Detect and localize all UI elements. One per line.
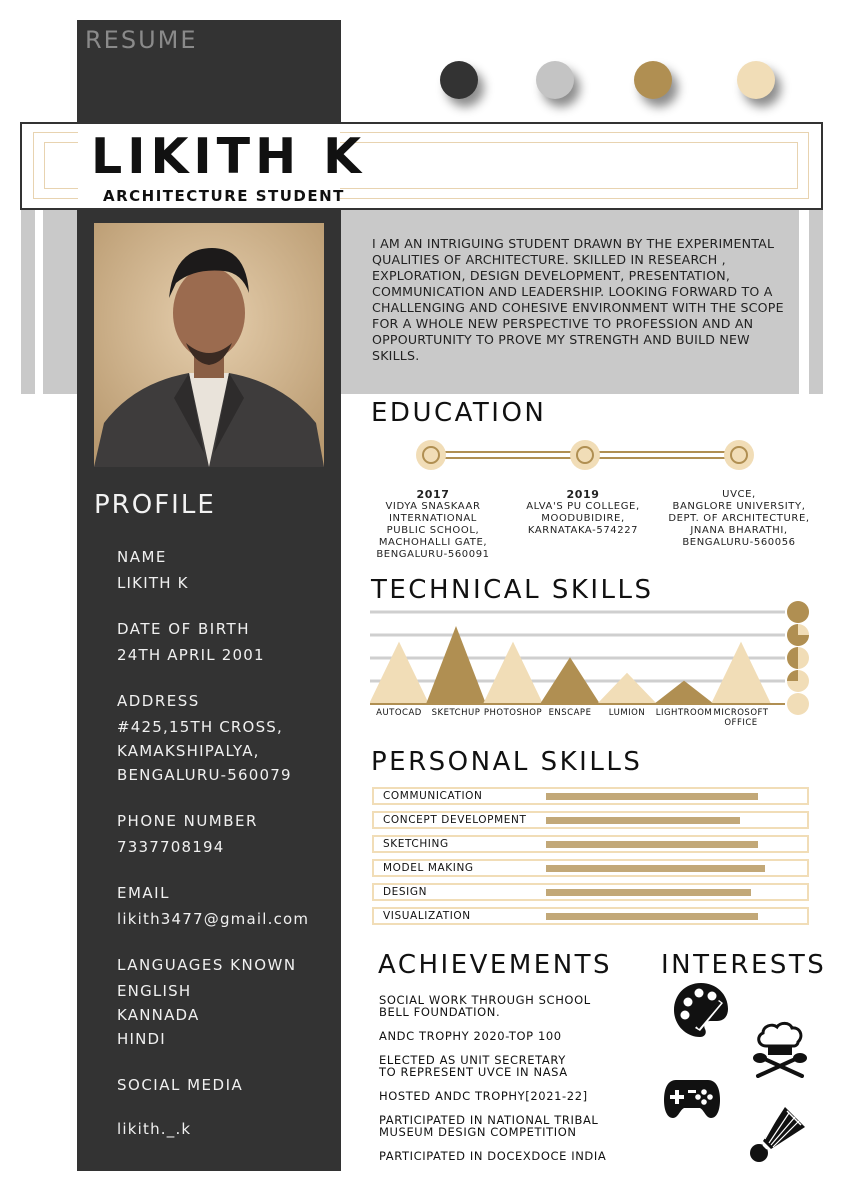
- skill-level-marker: [787, 670, 809, 692]
- swatch-dark: [440, 61, 478, 99]
- languages-label: LANGUAGES KNOWN: [117, 956, 297, 974]
- education-year: 2017: [416, 488, 450, 501]
- personal-skill-label: SKETCHING: [383, 838, 449, 850]
- personal-skill-label: DESIGN: [383, 886, 428, 898]
- interests-title: INTERESTS: [661, 950, 827, 980]
- personal-skill-track: [546, 889, 774, 896]
- personal-skill-bar: [546, 889, 751, 896]
- skill-peak: [426, 626, 486, 704]
- personal-skills-title: PERSONAL SKILLS: [371, 747, 643, 777]
- swatch-grey: [536, 61, 574, 99]
- email-value: likith3477@gmail.com: [117, 910, 310, 928]
- personal-skill-track: [546, 865, 774, 872]
- personal-skill-bar: [546, 865, 765, 872]
- chef-hat-icon: [750, 1018, 810, 1078]
- language-item: KANNADA: [117, 1006, 200, 1024]
- language-item: ENGLISH: [117, 982, 192, 1000]
- skill-level-marker: [787, 624, 809, 646]
- achievement-item: [379, 1150, 639, 1162]
- education-year: 2019: [566, 488, 600, 501]
- achievement-item: [379, 1054, 639, 1078]
- achievement-item: [379, 1114, 639, 1138]
- personal-skill-row: [372, 811, 809, 829]
- skill-label: PHOTOSHOP: [483, 708, 543, 718]
- skill-peak: [711, 642, 771, 704]
- swatch-cream: [737, 61, 775, 99]
- achievement-item: [379, 1090, 639, 1102]
- education-line: BENGALURU-560091: [376, 549, 490, 560]
- achievement-line: MUSEUM DESIGN COMPETITION: [379, 1125, 577, 1139]
- personal-skill-row: [372, 787, 809, 805]
- achievement-line: PARTICIPATED IN NATIONAL TRIBAL: [379, 1113, 599, 1127]
- achievements-title: ACHIEVEMENTS: [378, 950, 613, 980]
- achievement-item: [379, 1030, 639, 1042]
- education-line: MOODUBIDIRE,: [541, 513, 625, 524]
- personal-skill-track: [546, 841, 774, 848]
- achievement-line: ELECTED AS UNIT SECRETARY: [379, 1053, 566, 1067]
- education-line: BENGALURU-560056: [682, 537, 796, 548]
- personal-skill-bar: [546, 817, 740, 824]
- skill-level-marker: [787, 647, 809, 669]
- right-accent-bar: [809, 208, 823, 394]
- technical-skills-chart: [370, 598, 785, 708]
- education-line: INTERNATIONAL: [389, 513, 477, 524]
- skill-peak: [483, 642, 543, 704]
- personal-skill-bar: [546, 841, 758, 848]
- phone-label: PHONE NUMBER: [117, 812, 258, 830]
- skill-label: LIGHTROOM: [655, 708, 713, 718]
- dob-value: 24TH APRIL 2001: [117, 646, 265, 664]
- social-label: SOCIAL MEDIA: [117, 1076, 244, 1094]
- profile-title: PROFILE: [94, 490, 216, 520]
- left-accent-bar: [21, 208, 35, 394]
- skill-peak: [654, 681, 714, 704]
- technical-skills-title: TECHNICAL SKILLS: [371, 575, 654, 605]
- shuttlecock-icon: [747, 1103, 807, 1163]
- education-line: UVCE,: [722, 489, 756, 500]
- achievement-line: BELL FOUNDATION.: [379, 1005, 501, 1019]
- skill-level-marker: [787, 693, 809, 715]
- education-item: [664, 489, 814, 549]
- personal-skill-track: [546, 913, 774, 920]
- achievement-line: ANDC TROPHY 2020-TOP 100: [379, 1029, 562, 1043]
- education-item: [508, 489, 658, 537]
- about-text: I AM AN INTRIGUING STUDENT DRAWN BY THE EXPERIMENTAL QUALITIES OF ARCHITECTURE. SKILLED IN RESEARCH , EXPLORATION, DESIGN DEVELOPMENT, PRESENTATION, COMMUNICATION AND LEADERSHIP. LOOKING FORWARD TO A CHALLENGING AND COHESIVE ENVIRONMENT WITH THE SCOPE FOR A WHOLE NEW PERSPECTIVE TO PROFESSION AND AN OPPOURTUNITY TO PROVE MY STRENGTH AND BUILD NEW SKILLS.: [372, 236, 784, 363]
- personal-skill-row: [372, 907, 809, 925]
- swatch-gold: [634, 61, 672, 99]
- name-label: NAME: [117, 548, 167, 566]
- palette-icon: [671, 980, 731, 1040]
- achievement-line: TO REPRESENT UVCE IN NASA: [379, 1065, 568, 1079]
- achievement-line: SOCIAL WORK THROUGH SCHOOL: [379, 993, 591, 1007]
- address-label: ADDRESS: [117, 692, 200, 710]
- personal-skill-label: VISUALIZATION: [383, 910, 471, 922]
- skill-label: AUTOCAD: [376, 708, 422, 718]
- personal-skill-bar: [546, 793, 758, 800]
- education-item: [358, 489, 508, 561]
- education-line: BANGLORE UNIVERSITY,: [672, 501, 806, 512]
- phone-value: 7337708194: [117, 838, 225, 856]
- personal-skill-label: COMMUNICATION: [383, 790, 483, 802]
- dob-label: DATE OF BIRTH: [117, 620, 250, 638]
- education-line: PUBLIC SCHOOL,: [386, 525, 480, 536]
- gamepad-icon: [662, 1066, 722, 1126]
- education-line: JNANA BHARATHI,: [690, 525, 788, 536]
- name-value: LIKITH K: [117, 574, 189, 592]
- skill-label: SKETCHUP: [431, 708, 481, 718]
- email-label: EMAIL: [117, 884, 170, 902]
- address-line: #425,15TH CROSS,: [117, 718, 283, 736]
- education-line: KARNATAKA-574227: [527, 525, 639, 536]
- skill-peak: [597, 673, 657, 704]
- resume-label: RESUME: [85, 26, 198, 54]
- timeline-dot: [416, 440, 446, 470]
- personal-skill-label: CONCEPT DEVELOPMENT: [383, 814, 527, 826]
- timeline-dot: [724, 440, 754, 470]
- personal-skill-label: MODEL MAKING: [383, 862, 474, 874]
- education-line: DEPT. OF ARCHITECTURE,: [668, 513, 810, 524]
- personal-skill-track: [546, 817, 774, 824]
- personal-skill-row: [372, 883, 809, 901]
- candidate-name: LIKITH K: [91, 128, 367, 185]
- skill-label: LUMION: [608, 708, 646, 718]
- achievement-item: [379, 994, 639, 1018]
- skill-level-marker: [787, 601, 809, 623]
- personal-skill-track: [546, 793, 774, 800]
- address-line: KAMAKSHIPALYA,: [117, 742, 260, 760]
- personal-skill-row: [372, 859, 809, 877]
- education-line: ALVA'S PU COLLEGE,: [526, 501, 640, 512]
- skill-label: ENSCAPE: [548, 708, 592, 718]
- skill-label: MICROSOFT OFFICE: [713, 708, 769, 728]
- candidate-role: ARCHITECTURE STUDENT: [103, 187, 345, 205]
- social-value: likith._.k: [117, 1120, 192, 1138]
- personal-skill-row: [372, 835, 809, 853]
- personal-skill-bar: [546, 913, 758, 920]
- education-line: VIDYA SNASKAAR: [385, 501, 481, 512]
- skill-peak: [370, 642, 429, 704]
- language-item: HINDI: [117, 1030, 166, 1048]
- education-line: MACHOHALLI GATE,: [378, 537, 488, 548]
- achievement-line: HOSTED ANDC TROPHY[2021-22]: [379, 1089, 588, 1103]
- profile-photo: [94, 223, 324, 467]
- education-title: EDUCATION: [371, 398, 547, 428]
- timeline-dot: [570, 440, 600, 470]
- address-line: BENGALURU-560079: [117, 766, 292, 784]
- achievement-line: PARTICIPATED IN DOCEXDOCE INDIA: [379, 1149, 607, 1163]
